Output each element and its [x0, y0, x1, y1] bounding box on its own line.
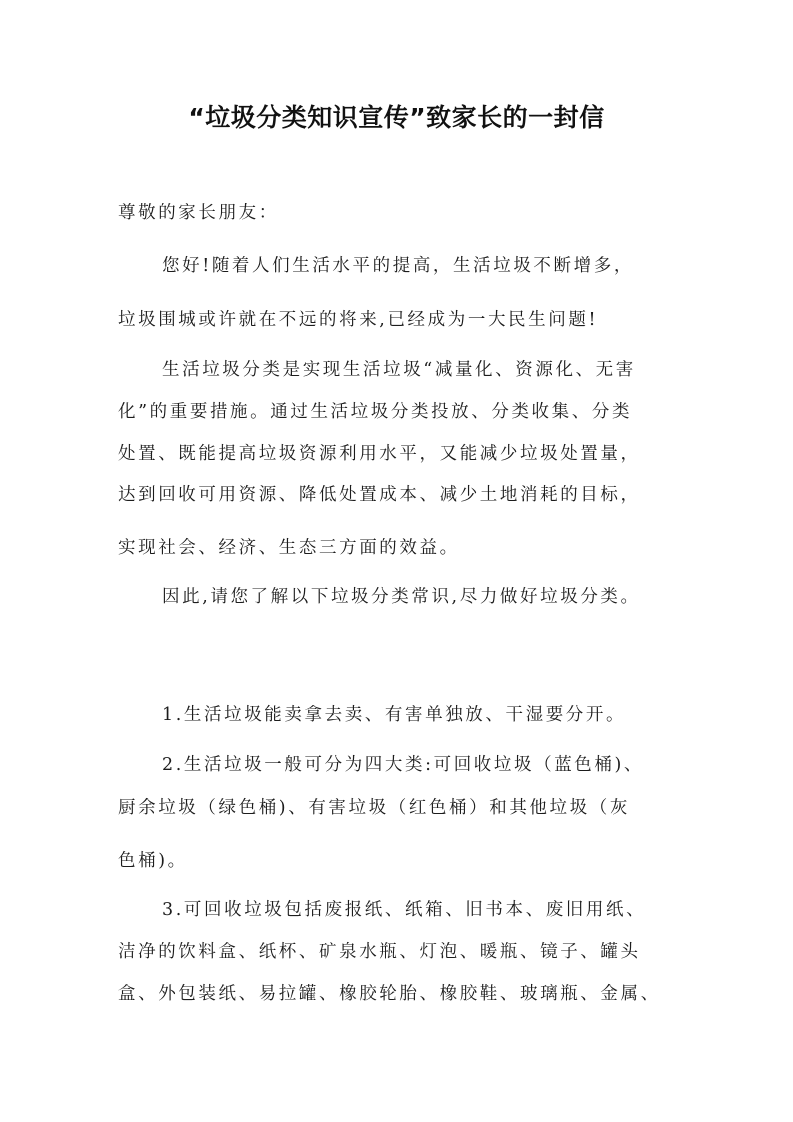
paragraph-2-line-5: 实现社会、经济、生态三方面的效益。: [118, 538, 460, 558]
paragraph-1-line-1: 您好!随着人们生活水平的提高，生活垃圾不断增多，: [162, 256, 634, 276]
list-item-3-line-3: 盒、外包装纸、易拉罐、橡胶轮胎、橡胶鞋、玻璃瓶、金属、: [118, 984, 661, 1004]
list-item-2-line-2: 厨余垃圾（绿色桶)、有害垃圾（红色桶）和其他垃圾（灰: [118, 798, 630, 818]
paragraph-2-line-4: 达到回收可用资源、降低处置成本、减少土地消耗的目标，: [118, 485, 641, 505]
paragraph-3-line-1: 因此,请您了解以下垃圾分类常识,尽力做好垃圾分类。: [162, 587, 641, 607]
paragraph-1-line-2: 垃圾围城或许就在不远的将来,已经成为一大民生问题!: [118, 310, 599, 330]
list-item-2-line-3: 色桶)。: [118, 851, 188, 871]
salutation: 尊敬的家长朋友：: [118, 203, 279, 223]
list-item-3-line-2: 洁净的饮料盒、纸杯、矿泉水瓶、灯泡、暖瓶、镜子、罐头: [118, 942, 641, 962]
paragraph-2-line-2: 化”的重要措施。通过生活垃圾分类投放、分类收集、分类: [118, 402, 633, 422]
document-title: “垃圾分类知识宣传”致家长的一封信: [188, 103, 605, 132]
paragraph-2-line-1: 生活垃圾分类是实现生活垃圾“减量化、资源化、无害: [162, 360, 636, 380]
list-item-1-line-1: 1.生活垃圾能卖拿去卖、有害单独放、干湿要分开。: [162, 705, 627, 725]
list-item-2-line-1: 2.生活垃圾一般可分为四大类:可回收垃圾（蓝色桶)、: [162, 755, 645, 775]
paragraph-2-line-3: 处置、既能提高垃圾资源利用水平，又能减少垃圾处置量，: [118, 444, 641, 464]
list-item-3-line-1: 3.可回收垃圾包括废报纸、纸箱、旧书本、废旧用纸、: [162, 900, 647, 920]
